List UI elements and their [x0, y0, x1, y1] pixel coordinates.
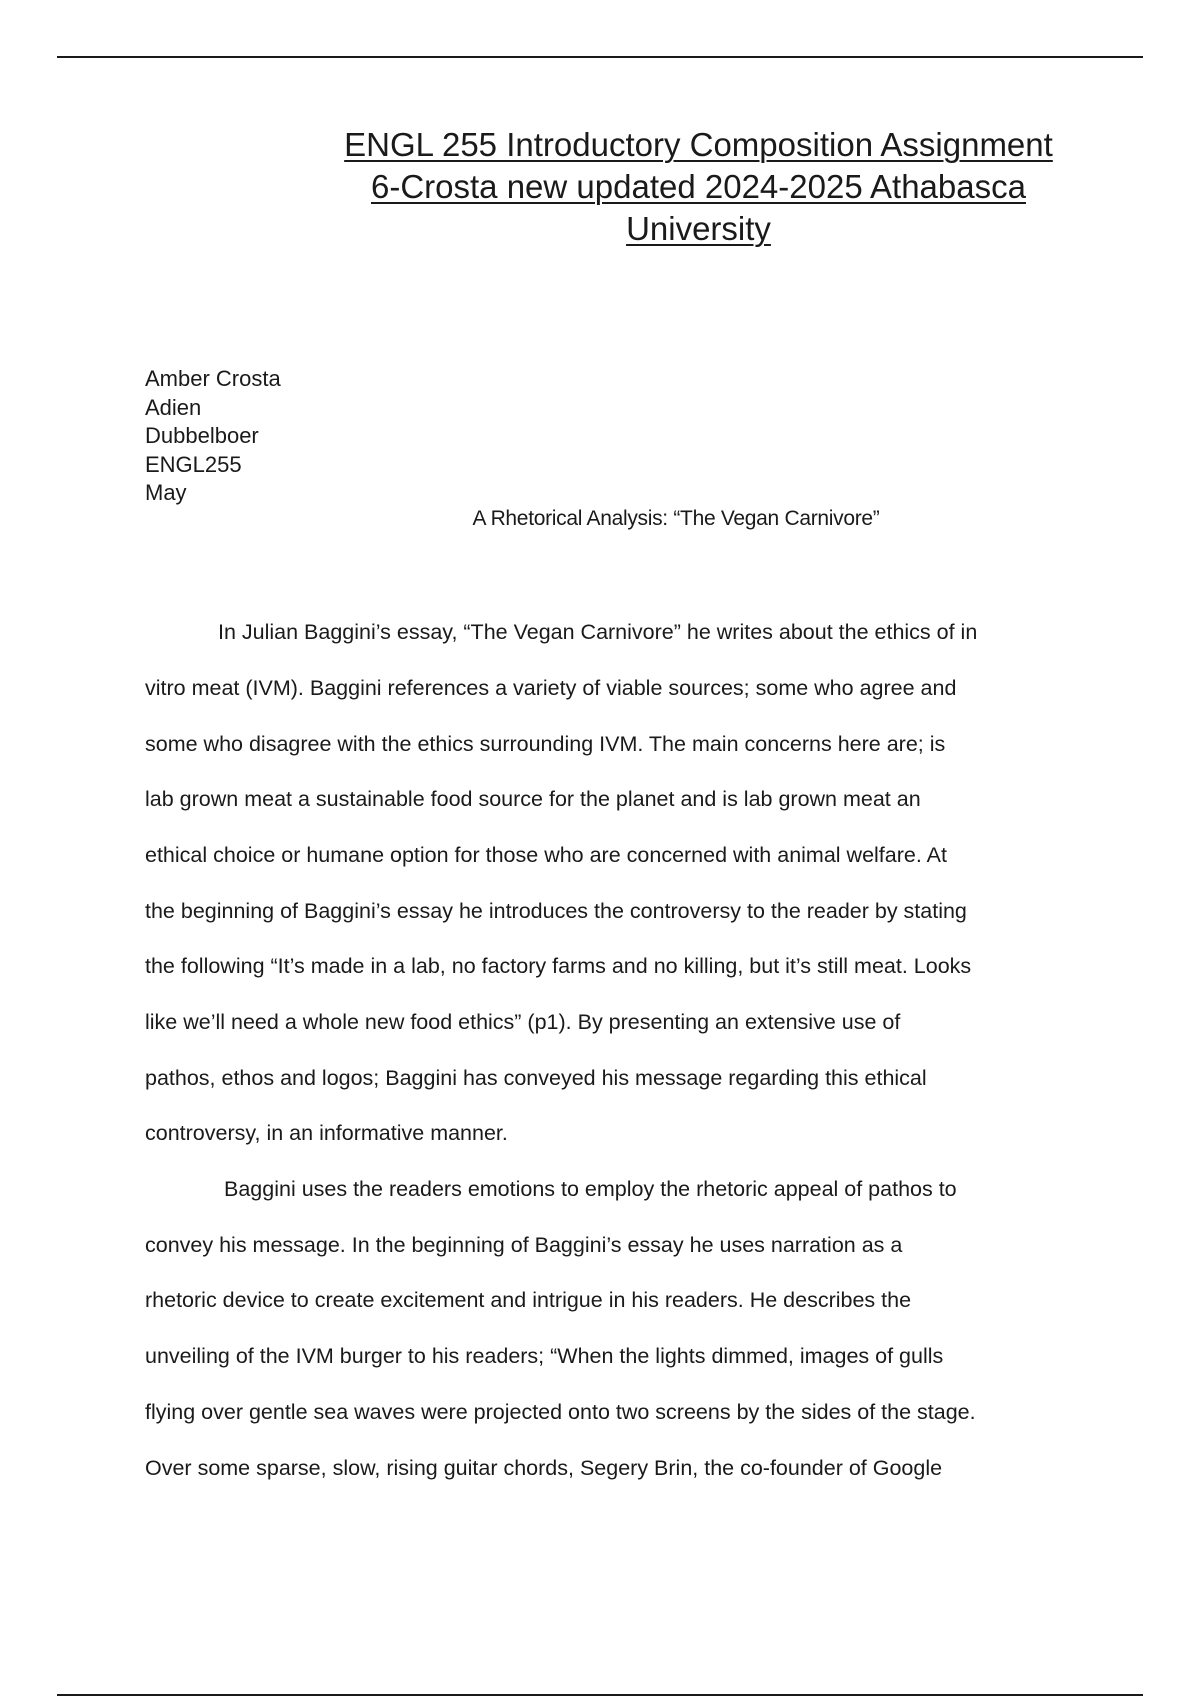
body-line: like we’ll need a whole new food ethics” (p1). By presenting an extensive use of [145, 1010, 901, 1034]
body-line: flying over gentle sea waves were projected onto two screens by the sides of the stage. [145, 1400, 976, 1424]
instructor-last-name: Dubbelboer [145, 423, 259, 448]
instructor-first-name: Adien [145, 394, 202, 420]
date: May [145, 480, 187, 505]
document-title [296, 124, 1101, 250]
body-line: unveiling of the IVM burger to his readers; “When the lights dimmed, images of gulls [145, 1344, 944, 1368]
body-line: Baggini uses the readers emotions to employ the rhetoric appeal of pathos to [224, 1177, 957, 1201]
body-line: lab grown meat a sustainable food source for the planet and is lab grown meat an [145, 787, 921, 811]
document-title-line: 6-Crosta new updated 2024-2025 Athabasca [371, 168, 1026, 205]
top-rule [57, 56, 1143, 58]
bottom-rule [57, 1694, 1143, 1696]
body-line: rhetoric device to create excitement and intrigue in his readers. He describes the [145, 1288, 912, 1312]
body-line: Over some sparse, slow, rising guitar chords, Segery Brin, the co-founder of Google [145, 1456, 943, 1480]
course-code: ENGL255 [145, 451, 242, 477]
essay-title: A Rhetorical Analysis: “The Vegan Carnivore” [472, 507, 880, 530]
author-name: Amber Crosta [145, 366, 281, 391]
body-line: In Julian Baggini’s essay, “The Vegan Carnivore” he writes about the ethics of in [218, 620, 978, 644]
body-line: convey his message. In the beginning of Baggini’s essay he uses narration as a [145, 1233, 903, 1257]
essay-header-block [145, 365, 281, 508]
body-line: ethical choice or humane option for those who are concerned with animal welfare. At [145, 843, 947, 867]
body-line: controversy, in an informative manner. [145, 1121, 508, 1145]
body-line: the following “It’s made in a lab, no factory farms and no killing, but it’s still meat. Looks [145, 954, 972, 978]
document-title-line: ENGL 255 Introductory Composition Assignment [344, 126, 1053, 163]
body-line: pathos, ethos and logos; Baggini has conveyed his message regarding this ethical [145, 1066, 927, 1090]
document-title-line: University [626, 210, 771, 247]
body-line: the beginning of Baggini’s essay he introduces the controversy to the reader by stating [145, 899, 967, 923]
body-line: vitro meat (IVM). Baggini references a variety of viable sources; some who agree and [145, 676, 957, 700]
body-line: some who disagree with the ethics surrounding IVM. The main concerns here are; is [145, 732, 946, 756]
